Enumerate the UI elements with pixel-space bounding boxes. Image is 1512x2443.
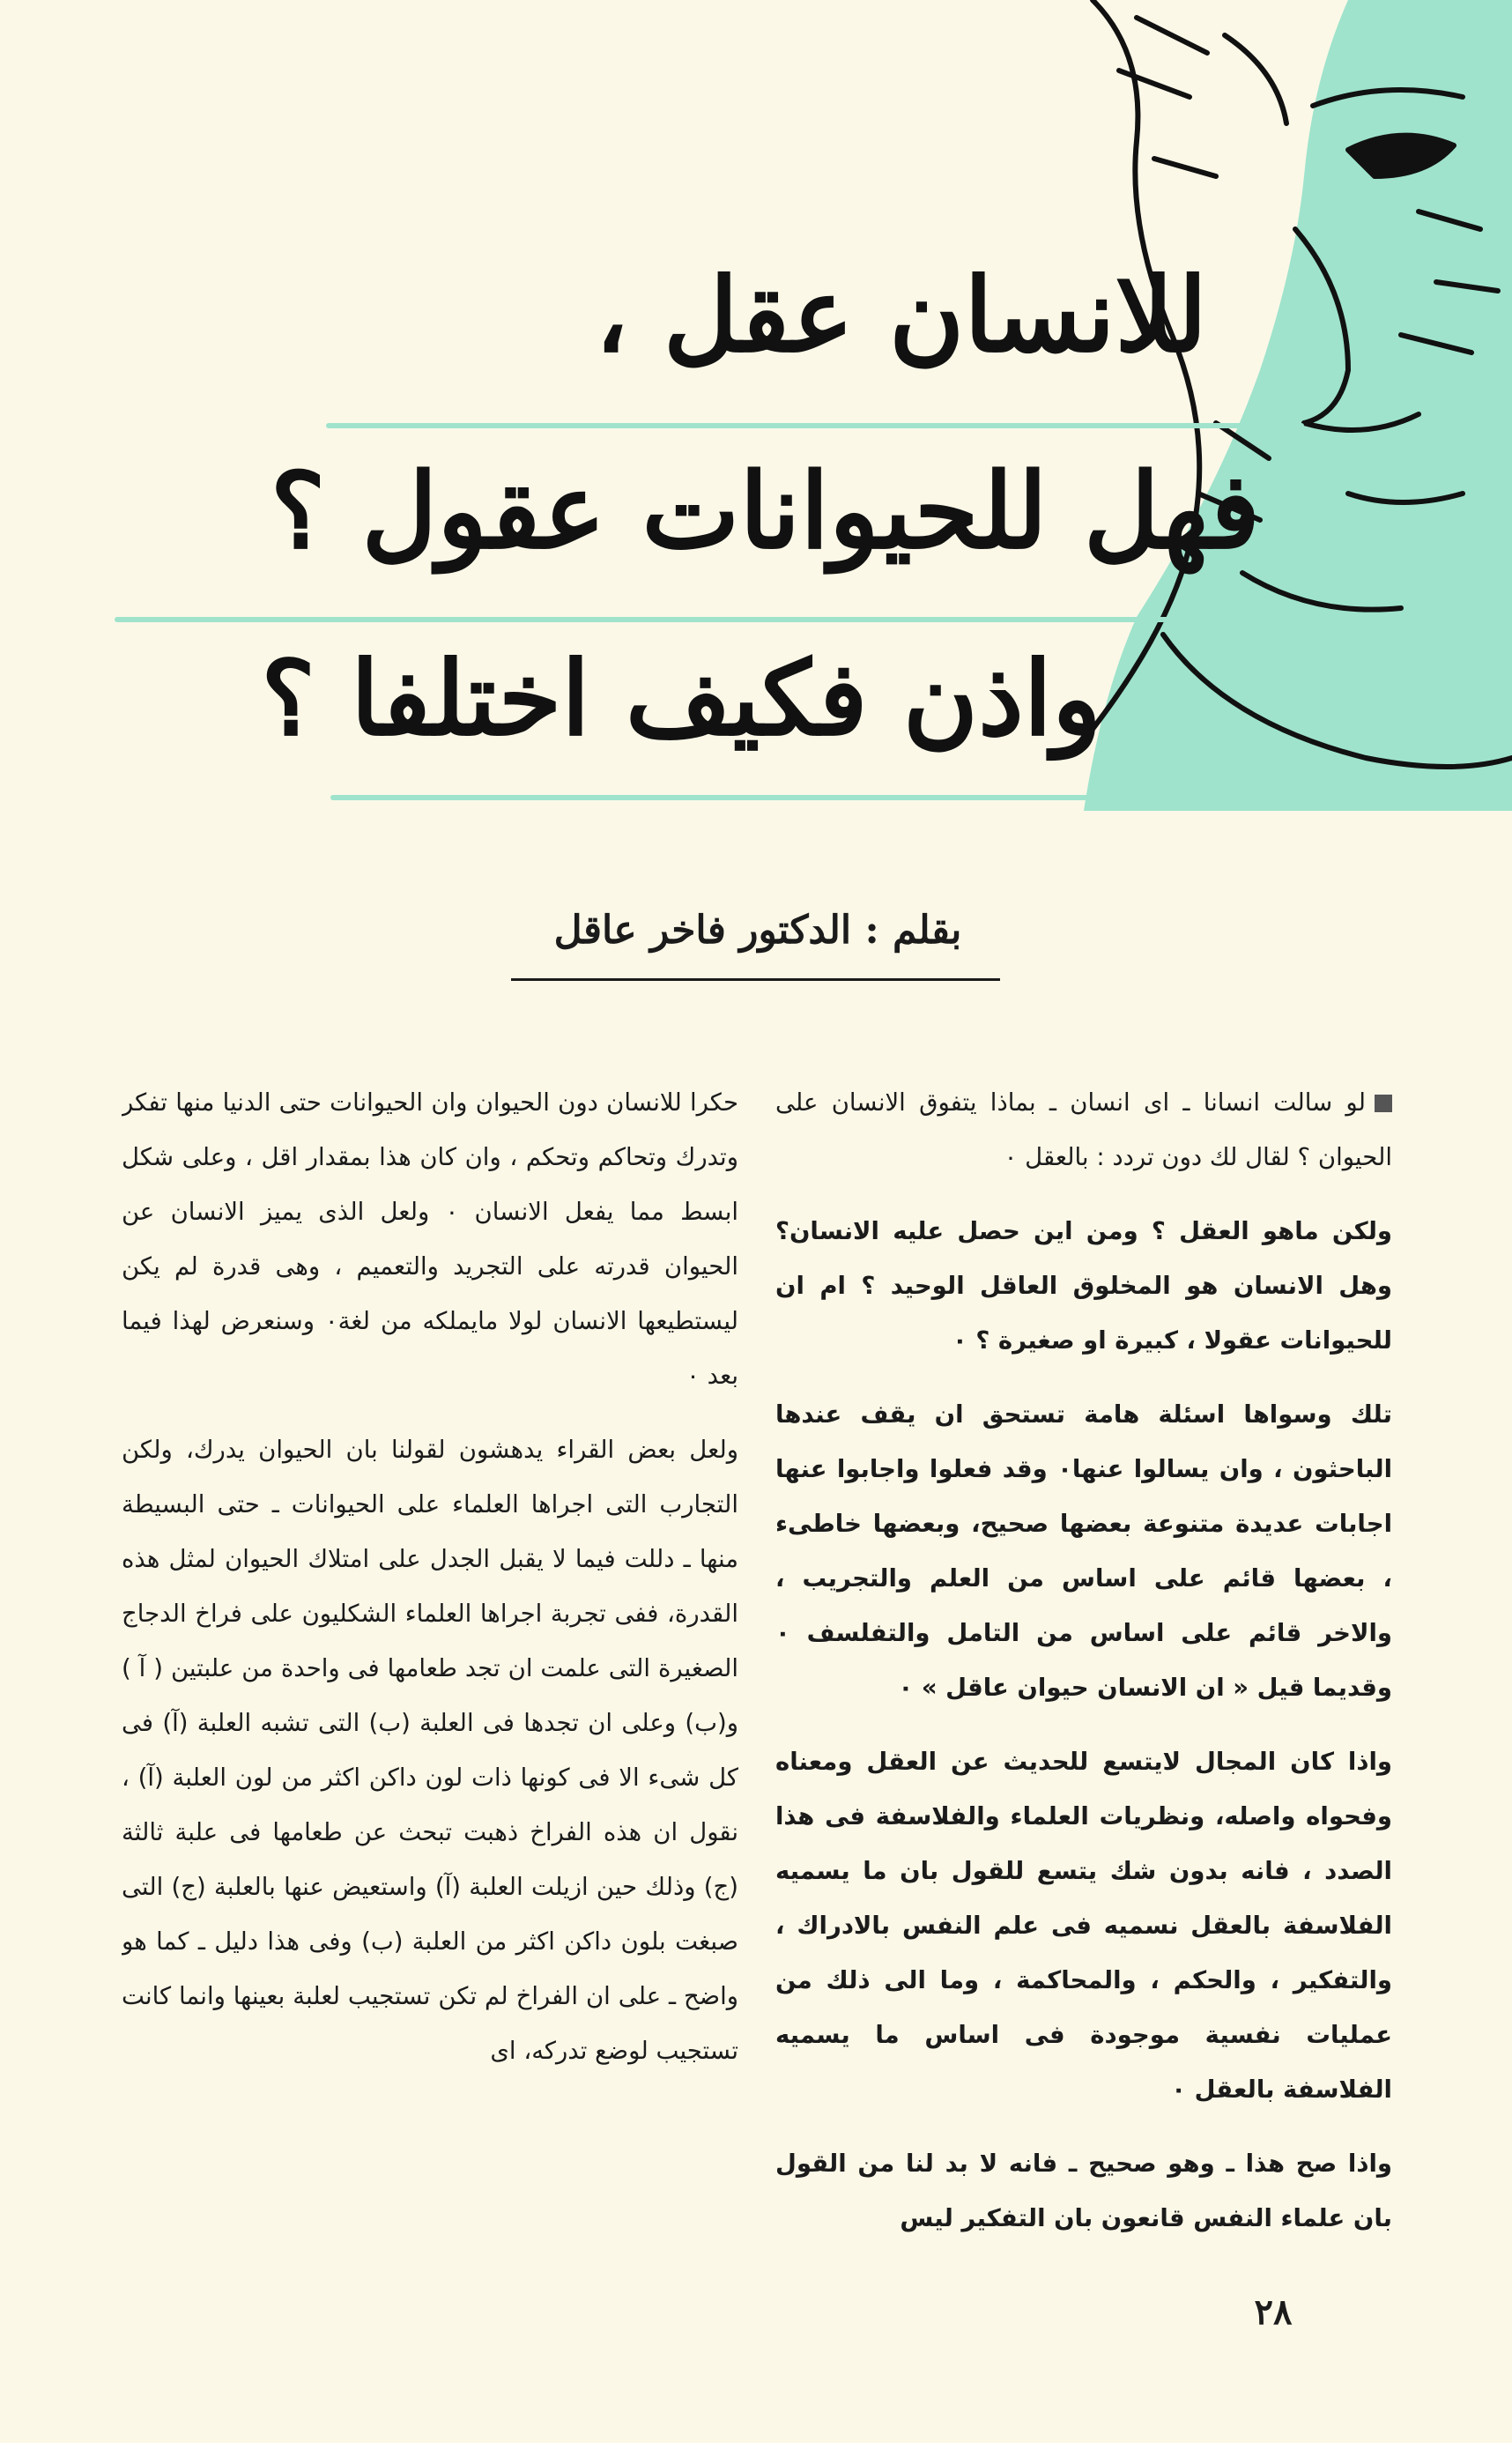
paragraph-marker-icon [1375, 1095, 1392, 1112]
paragraph: تلك وسواها اسئلة هامة تستحق ان يقف عندها الباحثون ، وان يسالوا عنها٠ وقد فعلوا واجابوا عنها اجابات عديدة متنوعة بعضها صحيح، وبعضها خاطىء ، بعضها قائم على اساس من العلم والتجريب ، والاخر قائم على اساس من التامل والتفلسف ٠ وقديما قيل « ان الانسان حيوان عاقل » ٠ [775, 1400, 1392, 1702]
paragraph: واذا صح هذا ـ وهو صحيح ـ فانه لا بد لنا من القول بان علماء النفس قانعون بان التفكير ليس [775, 2150, 1392, 2232]
title-underline-1 [326, 423, 1304, 428]
page-number: ٢٨ [1254, 2291, 1293, 2333]
paragraph: واذا كان المجال لايتسع للحديث عن العقل ومعناه وفحواه واصله، ونظريات العلماء والفلاسفة فى هذا الصدد ، فانه بدون شك يتسع للقول بان ما يسميه الفلاسفة بالعقل نسميه فى علم النفس بالادراك ، والتفكير ، والحكم ، والمحاكمة ، وما الى ذلك من عمليات نفسية موجودة فى اساس ما يسميه الفلاسفة بالعقل ٠ [775, 1748, 1392, 2104]
title-line-2: فهل للحيوانات عقول ؟ [270, 449, 1260, 572]
paragraph-text: لو سالت انسانا ـ اى انسان ـ بماذا يتفوق الانسان على الحيوان ؟ لقال لك دون تردد : بالعقل ٠ [775, 1088, 1392, 1171]
paragraph: ولعل بعض القراء يدهشون لقولنا بان الحيوان يدرك، ولكن التجارب التى اجراها العلماء على الحيوانات ـ حتى البسيطة منها ـ دللت فيما لا يقبل الجدل على امتلاك الحيوان لمثل هذه القدرة، ففى تجربة اجراها العلماء الشكليون على فراخ الدجاج الصغيرة التى علمت ان تجد طعامها فى واحدة من علبتين ( آ ) و(ب) وعلى ان تجدها فى العلبة (ب) التى تشبه العلبة (آ) فى كل شىء الا فى كونها ذات لون داكن اكثر من لون العلبة (آ) ، نقول ان هذه الفراخ ذهبت تبحث عن طعامها فى علبة ثالثة (ج) وذلك حين ازيلت العلبة (آ) واستعيض عنها بالعلبة (ج) التى صبغت بلون داكن اكثر من العلبة (ب) وفى هذا دليل ـ كما هو واضح ـ على ان الفراخ لم تكن تستجيب لعلبة بعينها وانما كانت تستجيب لوضع تدركه، اى [122, 1436, 738, 2065]
title-block [115, 238, 1260, 820]
paragraph: ولكن ماهو العقل ؟ ومن اين حصل عليه الانسان؟ وهل الانسان هو المخلوق العاقل الوحيد ؟ ام ان للحيوانات عقولا ، كبيرة او صغيرة ؟ ٠ [775, 1217, 1392, 1355]
title-line-1: للانسان عقل ، [595, 256, 1207, 375]
paragraph [775, 1075, 1392, 1184]
title-underline-2 [115, 617, 1295, 622]
title-line-3: واذن فكيف اختلفا ؟ [261, 639, 1101, 759]
article-column-left [122, 1075, 738, 2247]
title-underline-3 [330, 795, 1278, 800]
paragraph: حكرا للانسان دون الحيوان وان الحيوانات حتى الدنيا منها تفكر وتدرك وتحاكم وتحكم ، وان كان هذا بمقدار اقل ، وعلى شكل ابسط مما يفعل الانسان ٠ ولعل الذى يميز الانسان عن الحيوان قدرته على التجريد والتعميم ، وهى قدرة لم يكن ليستطيعها الانسان لولا مايملكه من لغة٠ وسنعرض لهذا فيما بعد ٠ [122, 1088, 738, 1390]
byline-underline [511, 978, 1000, 981]
article-column-right [775, 1075, 1392, 2247]
author-byline: بقلم : الدكتور فاخر عاقل [553, 908, 962, 953]
